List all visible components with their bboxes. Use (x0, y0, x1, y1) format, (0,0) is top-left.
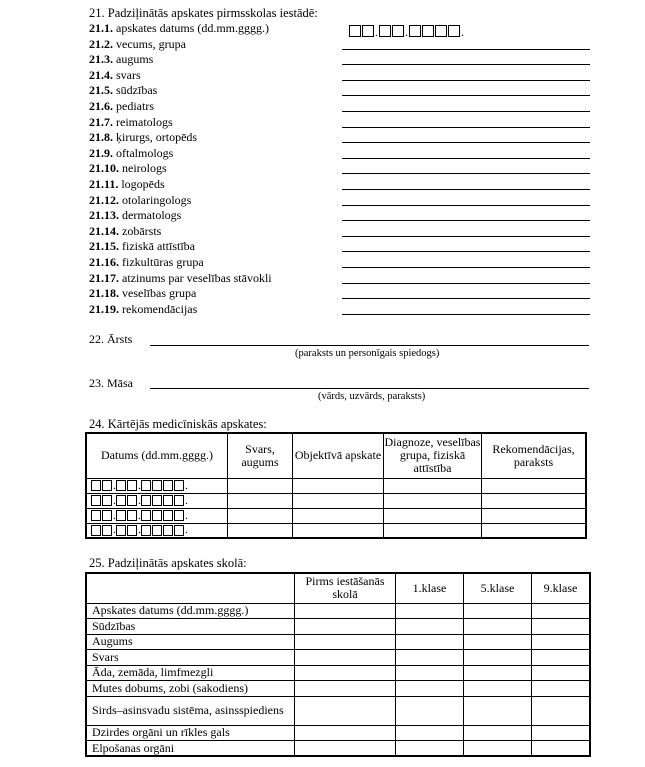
section-21-item (89, 193, 191, 208)
date-box[interactable] (152, 510, 162, 521)
table-cell[interactable] (482, 508, 587, 523)
table-cell[interactable] (464, 725, 532, 741)
doctor-caption: (paraksts un personīgais spiedogs) (295, 348, 440, 359)
table-cell[interactable] (532, 619, 591, 635)
table-row (86, 508, 586, 523)
date-box[interactable] (362, 25, 374, 37)
answer-line[interactable] (342, 95, 590, 96)
date-box[interactable] (379, 25, 391, 37)
section-21-item (89, 161, 167, 176)
section-21-item (89, 115, 173, 130)
date-box[interactable] (152, 525, 162, 536)
answer-line[interactable] (342, 205, 590, 206)
date-box[interactable] (174, 480, 184, 491)
table-cell[interactable] (295, 619, 396, 635)
table-cell[interactable] (464, 634, 532, 650)
date-box[interactable] (127, 525, 137, 536)
item-number: 21.15. (89, 239, 119, 254)
school-exams-table (85, 572, 591, 757)
table-cell[interactable] (293, 478, 384, 493)
nurse-caption: (vārds, uzvārds, paraksts) (318, 391, 426, 402)
table-cell[interactable] (295, 681, 396, 697)
date-box[interactable] (422, 25, 434, 37)
header-diagnosis: Diagnoze, veselības grupa, fiziskā attīstība (384, 433, 482, 478)
item-label: apskates datums (dd.mm.gggg.) (116, 21, 269, 35)
table-cell[interactable] (396, 725, 464, 741)
item-number: 21.18. (89, 286, 119, 301)
doctor-signature-line[interactable] (150, 345, 589, 346)
date-box[interactable] (141, 495, 151, 506)
date-separator: . (405, 27, 408, 39)
section-21-title (89, 6, 318, 21)
item-number: 21.19. (89, 301, 119, 316)
item-number: 21.2. (89, 36, 113, 51)
date-box[interactable] (91, 495, 101, 506)
section-21-item (89, 286, 196, 301)
date-box[interactable] (116, 495, 126, 506)
item-number: 21.13. (89, 208, 119, 223)
table-row (86, 493, 586, 508)
item-label: pediatrs (116, 99, 154, 113)
answer-line[interactable] (342, 111, 590, 112)
table-cell[interactable] (295, 741, 396, 757)
table-cell[interactable] (384, 508, 482, 523)
date-box[interactable] (349, 25, 361, 37)
section-21-item (89, 302, 197, 317)
table-row (86, 665, 590, 681)
header-recommendations: Rekomendācijas, paraksts (482, 433, 587, 478)
item-label: ķirurgs, ortopēds (116, 130, 198, 145)
date-separator: . (185, 509, 188, 522)
item-label: sūdzības (116, 83, 158, 98)
table-cell[interactable] (295, 603, 396, 619)
table-cell[interactable] (464, 696, 532, 725)
table-cell[interactable] (384, 523, 482, 538)
table-cell[interactable] (482, 478, 587, 493)
table-cell[interactable] (396, 696, 464, 725)
table-cell[interactable] (293, 508, 384, 523)
table-row (86, 603, 590, 619)
item-label: dermatologs (122, 208, 182, 223)
header-pre-school: Pirms iestāšanās skolā (295, 573, 396, 603)
item-label: fiziskā attīstība (122, 239, 195, 254)
date-separator: . (185, 494, 188, 507)
table-cell[interactable] (396, 665, 464, 681)
date-box[interactable] (91, 510, 101, 521)
date-separator: . (113, 494, 116, 507)
table-cell[interactable] (396, 741, 464, 757)
section-21-item (89, 271, 272, 286)
date-box[interactable] (409, 25, 421, 37)
date-box[interactable] (127, 480, 137, 491)
section-21-title-text: 21. Padziļinātās apskates pirmsskolas iestādē: (89, 6, 318, 20)
section-21-item (89, 146, 173, 161)
table-cell[interactable] (532, 681, 591, 697)
date-box[interactable] (392, 25, 404, 37)
row-label: Sūdzības (86, 619, 295, 635)
header-weight-height: Svars, augums (228, 433, 293, 478)
table-cell[interactable] (396, 603, 464, 619)
table-cell[interactable] (295, 634, 396, 650)
answer-line[interactable] (342, 236, 590, 237)
row-label: Augums (86, 634, 295, 650)
answer-line[interactable] (342, 314, 590, 315)
item-label: logopēds (121, 177, 165, 191)
item-label: svars (116, 67, 141, 82)
header-objective-exam: Objektīvā apskate (293, 433, 384, 478)
date-box[interactable] (91, 525, 101, 536)
table-cell[interactable] (464, 650, 532, 666)
item-label: oftalmologs (116, 145, 174, 160)
table-row (86, 634, 590, 650)
date-separator: . (113, 524, 116, 537)
table-row (86, 619, 590, 635)
item-label: zobārsts (122, 223, 162, 238)
nurse-label: 23. Māsa (89, 376, 133, 390)
date-box[interactable] (174, 495, 184, 506)
date-box[interactable] (127, 495, 137, 506)
section-24-title: 24. Kārtējās medicīniskās apskates: (89, 417, 267, 431)
date-input-21-1[interactable] (349, 25, 465, 37)
date-box[interactable] (91, 480, 101, 491)
item-number: 21.14. (89, 223, 119, 238)
section-21-item (89, 83, 157, 98)
date-box[interactable] (163, 480, 173, 491)
answer-line[interactable] (342, 267, 590, 268)
date-box[interactable] (141, 525, 151, 536)
item-number: 21.10. (89, 161, 119, 176)
answer-line[interactable] (342, 142, 590, 143)
date-box[interactable] (141, 510, 151, 521)
table-cell[interactable] (482, 493, 587, 508)
date-box[interactable] (116, 525, 126, 536)
date-separator: . (113, 479, 116, 492)
item-label: vecums, grupa (116, 36, 186, 51)
table-cell[interactable] (295, 696, 396, 725)
item-label: otolaringologs (122, 192, 192, 207)
date-box[interactable] (102, 480, 112, 491)
table-cell[interactable] (532, 603, 591, 619)
answer-line[interactable] (342, 189, 590, 190)
table-row (86, 725, 590, 741)
section-21-item (89, 255, 204, 270)
table-cell[interactable] (384, 478, 482, 493)
header-grade-9: 9.klase (532, 573, 591, 603)
table-cell[interactable] (464, 619, 532, 635)
table-cell[interactable] (228, 523, 293, 538)
table-cell[interactable] (532, 741, 591, 757)
item-label: reimatologs (116, 114, 173, 129)
item-number: 21.16. (89, 255, 119, 269)
item-label: atzinums par veselības stāvokli (122, 270, 272, 285)
table-cell[interactable] (293, 523, 384, 538)
section-21-item (89, 239, 195, 254)
date-box[interactable] (152, 495, 162, 506)
item-number: 21.5. (89, 83, 113, 98)
item-number: 21.3. (89, 52, 113, 67)
table-cell[interactable] (482, 523, 587, 538)
item-number: 21.12. (89, 192, 119, 207)
table-cell[interactable] (464, 603, 532, 619)
row-label: Mutes dobums, zobi (sakodiens) (86, 681, 295, 697)
row-label: Āda, zemāda, limfmezgli (86, 665, 295, 681)
table-row (86, 681, 590, 697)
section-21-item (89, 68, 141, 83)
item-number: 21.6. (89, 99, 113, 113)
date-separator: . (113, 509, 116, 522)
date-box[interactable] (116, 510, 126, 521)
header-grade-1: 1.klase (396, 573, 464, 603)
answer-line[interactable] (342, 173, 590, 174)
table-cell[interactable] (293, 493, 384, 508)
table-cell[interactable] (384, 493, 482, 508)
item-label: rekomendācijas (122, 301, 198, 316)
answer-line[interactable] (342, 127, 590, 128)
section-21-item (89, 52, 153, 67)
date-separator: . (375, 27, 378, 39)
routine-exams-table (85, 432, 587, 539)
row-label: Elpošanas orgāni (86, 741, 295, 757)
date-separator: . (185, 479, 188, 492)
item-number: 21.9. (89, 145, 113, 160)
table-cell[interactable] (532, 650, 591, 666)
date-cell[interactable] (86, 508, 228, 523)
answer-line[interactable] (342, 283, 590, 284)
date-separator: . (138, 509, 141, 522)
table-cell[interactable] (396, 619, 464, 635)
answer-line[interactable] (342, 80, 590, 81)
section-25-title: 25. Padziļinātās apskates skolā: (89, 556, 247, 570)
row-label: Svars (86, 650, 295, 666)
table-cell[interactable] (532, 696, 591, 725)
date-box[interactable] (116, 480, 126, 491)
nurse-signature-line[interactable] (150, 388, 589, 389)
table-cell[interactable] (228, 478, 293, 493)
table-cell[interactable] (464, 741, 532, 757)
item-label: augums (116, 52, 154, 67)
table-cell[interactable] (396, 681, 464, 697)
section-21-item (89, 130, 197, 145)
section-21-item (89, 208, 181, 223)
answer-line[interactable] (342, 220, 590, 221)
date-box[interactable] (102, 525, 112, 536)
date-box[interactable] (174, 510, 184, 521)
table-cell[interactable] (464, 681, 532, 697)
row-label: Apskates datums (dd.mm.gggg.) (86, 603, 295, 619)
answer-line[interactable] (342, 64, 590, 65)
date-cell[interactable] (86, 493, 228, 508)
table-cell[interactable] (464, 665, 532, 681)
item-label: neirologs (122, 161, 167, 176)
item-label: fizkultūras grupa (122, 255, 204, 269)
item-number: 21.8. (89, 130, 113, 145)
date-box[interactable] (127, 510, 137, 521)
table-cell[interactable] (532, 665, 591, 681)
header-blank (86, 573, 295, 603)
date-box[interactable] (435, 25, 447, 37)
table-row (86, 741, 590, 757)
date-box[interactable] (448, 25, 460, 37)
table-cell[interactable] (295, 665, 396, 681)
table-cell[interactable] (532, 725, 591, 741)
date-separator: . (138, 494, 141, 507)
header-grade-5: 5.klase (464, 573, 532, 603)
date-cell[interactable] (86, 523, 228, 538)
date-cell[interactable] (86, 478, 228, 493)
date-box[interactable] (163, 510, 173, 521)
date-box[interactable] (102, 495, 112, 506)
table-row (86, 478, 586, 493)
section-21-item (89, 224, 161, 239)
table-cell[interactable] (396, 650, 464, 666)
table-cell[interactable] (295, 650, 396, 666)
table-cell[interactable] (295, 725, 396, 741)
section-21-item (89, 99, 154, 114)
item-number: 21.7. (89, 114, 113, 129)
table-row (86, 696, 590, 725)
date-separator: . (461, 27, 464, 39)
doctor-label: 22. Ārsts (89, 332, 133, 346)
section-21-item (89, 177, 165, 192)
table-row (86, 650, 590, 666)
date-box[interactable] (102, 510, 112, 521)
item-label: veselības grupa (122, 286, 197, 301)
row-label: Sirds–asinsvadu sistēma, asinsspiediens (86, 696, 295, 725)
section-21-item (89, 37, 186, 52)
date-separator: . (185, 524, 188, 537)
table-row (86, 523, 586, 538)
date-box[interactable] (152, 480, 162, 491)
item-number: 21.11. (89, 177, 119, 191)
item-number: 21.17. (89, 270, 119, 285)
date-box[interactable] (163, 495, 173, 506)
date-box[interactable] (141, 480, 151, 491)
table-cell[interactable] (228, 508, 293, 523)
header-date: Datums (dd.mm.gggg.) (86, 433, 228, 478)
date-separator: . (138, 479, 141, 492)
answer-line[interactable] (342, 49, 590, 50)
date-box[interactable] (174, 525, 184, 536)
item-number: 21.1. (89, 21, 113, 35)
table-cell[interactable] (532, 634, 591, 650)
answer-line[interactable] (342, 251, 590, 252)
row-label: Dzirdes orgāni un rīkles gals (86, 725, 295, 741)
answer-line[interactable] (342, 158, 590, 159)
section-21-item (89, 21, 269, 36)
answer-line[interactable] (342, 298, 590, 299)
table-cell[interactable] (228, 493, 293, 508)
date-separator: . (138, 524, 141, 537)
date-box[interactable] (163, 525, 173, 536)
item-number: 21.4. (89, 67, 113, 82)
table-cell[interactable] (396, 634, 464, 650)
